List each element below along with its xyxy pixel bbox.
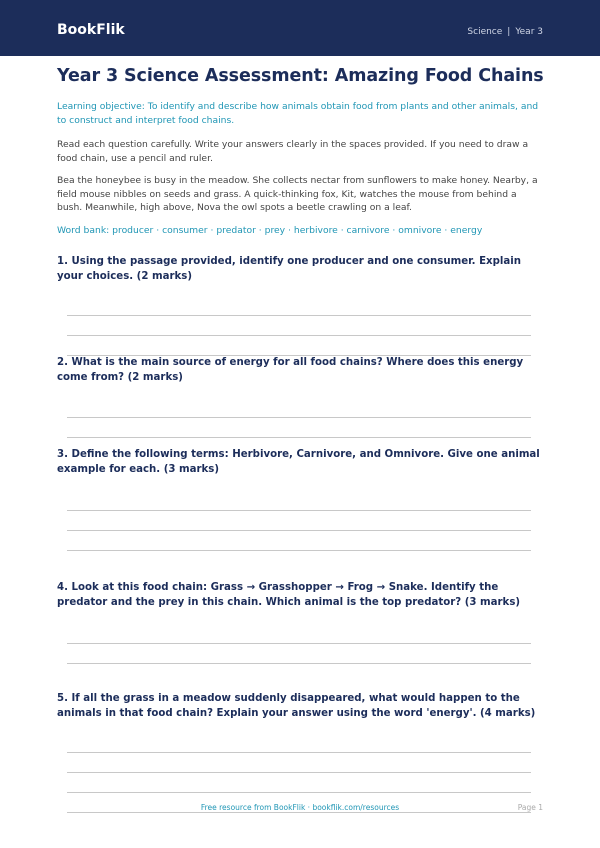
question-text: 2. What is the main source of energy for all food chains? Where does this energy come from? (2 marks) — [57, 357, 524, 383]
question-3 — [57, 447, 544, 580]
answer-line[interactable] — [67, 812, 531, 813]
question-1 — [57, 254, 544, 385]
learning-objective: Learning objective: To identify and describe how animals obtain food from plants and other animals, and to construct and interpret food chains. — [57, 101, 539, 126]
answer-line[interactable] — [67, 772, 531, 773]
subject-year-label — [467, 27, 543, 37]
separator: | — [507, 27, 511, 37]
question-text: 4. Look at this food chain: Grass → Grasshopper → Frog → Snake. Identify the predator and the prey in this chain. Which animal is the top predator? (3 marks) — [57, 582, 521, 608]
word-bank: Word bank: producer · consumer · predator · prey · herbivore · carnivore · omnivore · energy — [57, 224, 483, 236]
answer-area[interactable] — [57, 721, 544, 831]
answer-area[interactable] — [57, 610, 544, 691]
header-bar — [0, 0, 600, 56]
answer-line[interactable] — [67, 355, 531, 356]
answer-line[interactable] — [67, 417, 531, 418]
brand-logo[interactable]: BookFlik — [57, 22, 125, 38]
page-title: Year 3 Science Assessment: Amazing Food Chains — [57, 66, 544, 86]
question-text: 5. If all the grass in a meadow suddenly disappeared, what would happen to the animals in that food chain? Explain your answer using the word 'energy'. (4 marks) — [57, 693, 536, 719]
answer-area[interactable] — [57, 385, 544, 447]
answer-line[interactable] — [67, 643, 531, 644]
reading-passage: Bea the honeybee is busy in the meadow. She collects nectar from sunflowers to make honey. Nearby, a field mouse nibbles on seeds and grass. A quick-thinking fox, Kit, watches the mouse from behind a bush. Meanwhile, high above, Nova the owl spots a beetle crawling on a leaf. — [57, 175, 538, 213]
answer-line[interactable] — [67, 437, 531, 438]
question-4 — [57, 580, 544, 691]
question-text: 1. Using the passage provided, identify one producer and one consumer. Explain your choices. (2 marks) — [57, 256, 522, 282]
answer-line[interactable] — [67, 792, 531, 793]
answer-line[interactable] — [67, 335, 531, 336]
question-text: 3. Define the following terms: Herbivore, Carnivore, and Omnivore. Give one animal example for each. (3 marks) — [57, 449, 540, 475]
subject-label: Science — [467, 27, 503, 37]
footer-resource-link[interactable]: Free resource from BookFlik · bookflik.com/resources — [200, 803, 400, 812]
answer-line[interactable] — [67, 510, 531, 511]
answer-line[interactable] — [67, 752, 531, 753]
answer-line[interactable] — [67, 530, 531, 531]
year-label: Year 3 — [515, 27, 543, 37]
answer-area[interactable] — [57, 477, 544, 580]
answer-line[interactable] — [67, 663, 531, 664]
instructions: Read each question carefully. Write your answers clearly in the spaces provided. If you need to draw a food chain, use a pencil and ruler. — [57, 139, 529, 164]
answer-line[interactable] — [67, 550, 531, 551]
answer-area[interactable] — [57, 284, 544, 385]
page-number: Page 1 — [517, 803, 543, 812]
worksheet-content — [57, 65, 544, 831]
answer-line[interactable] — [67, 315, 531, 316]
